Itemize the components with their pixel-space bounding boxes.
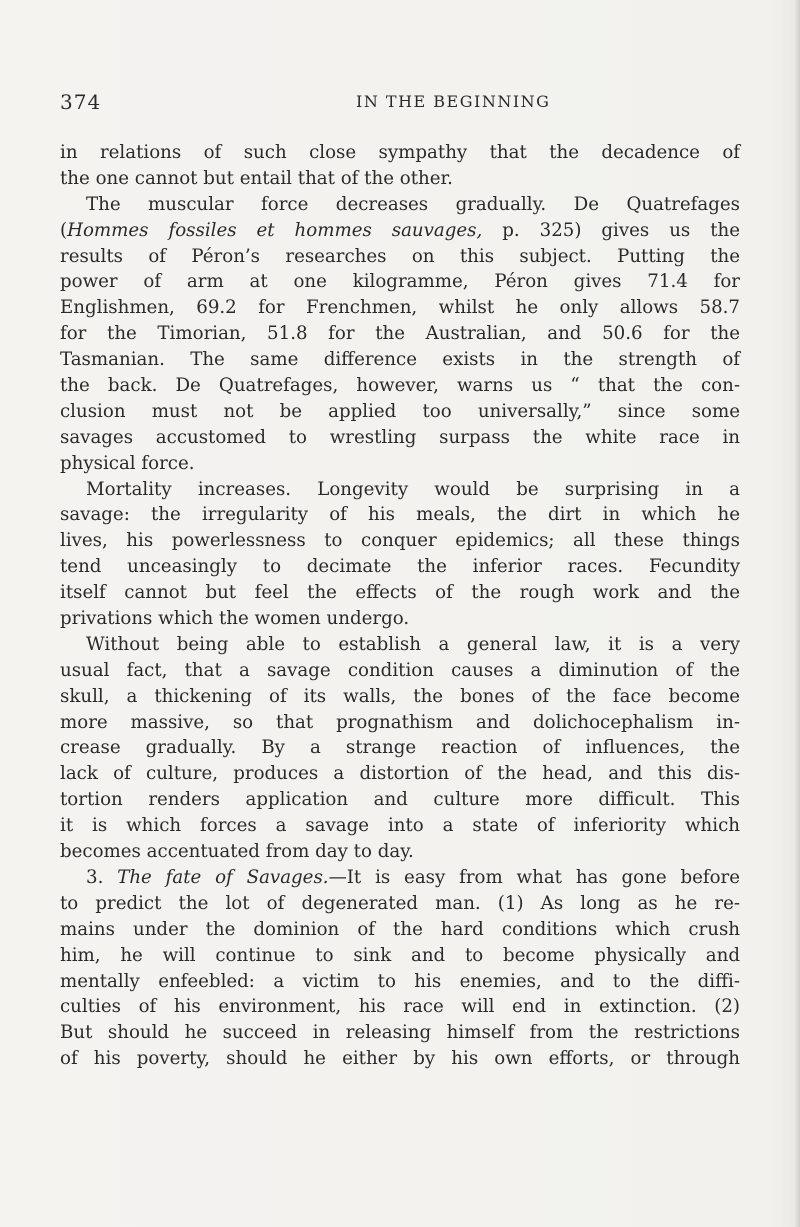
text-line: him, he will continue to sink and to become physically and xyxy=(60,944,740,966)
text-line: of his poverty, should he either by his own efforts, or through xyxy=(60,1048,740,1070)
text-line: for the Timorian, 51.8 for the Australian, and 50.6 for the xyxy=(60,323,740,345)
text-line: the back. De Quatrefages, however, warns us “ that the con- xyxy=(60,375,740,397)
text-line: crease gradually. By a strange reaction of influences, the xyxy=(60,737,740,759)
text-line: skull, a thickening of its walls, the bones of the face become xyxy=(60,685,740,707)
text-line: culties of his environment, his race will end in extinction. (2) xyxy=(60,996,740,1018)
text-line: to predict the lot of degenerated man. (1) As long as he re- xyxy=(60,892,740,914)
text-line: lack of culture, produces a distortion of the head, and this dis- xyxy=(60,763,740,785)
running-head: IN THE BEGINNING xyxy=(356,92,551,111)
text-line: privations which the women undergo. xyxy=(60,608,410,630)
text-line: tend unceasingly to decimate the inferior races. Fecundity xyxy=(60,556,740,578)
text-line: itself cannot but feel the effects of the rough work and the xyxy=(60,582,740,604)
text-line: (Hommes fossiles et hommes sauvages, p. 325) gives us the xyxy=(60,219,740,241)
text-line: Tasmanian. The same difference exists in the strength of xyxy=(60,349,740,371)
text-line: Without being able to establish a general law, it is a very xyxy=(86,633,740,655)
text-line: physical force. xyxy=(60,452,195,474)
text-line: in relations of such close sympathy that the decadence of xyxy=(60,142,740,163)
text-line: becomes accentuated from day to day. xyxy=(60,841,414,863)
text-line: more massive, so that prognathism and dolichocephalism in- xyxy=(60,711,740,733)
text-line: usual fact, that a savage condition causes a diminution of the xyxy=(60,659,740,681)
page-edge-shadow xyxy=(794,0,800,1227)
page-header xyxy=(60,90,740,118)
text-line: clusion must not be applied too universally,” since some xyxy=(60,400,740,422)
text-line: savage: the irregularity of his meals, the dirt in which he xyxy=(60,504,740,526)
text-line: lives, his powerlessness to conquer epidemics; all these things xyxy=(60,530,740,552)
text-line: Englishmen, 69.2 for Frenchmen, whilst he only allows 58.7 xyxy=(60,297,740,319)
page-number: 374 xyxy=(60,90,102,114)
italic-text: The fate of Savages. xyxy=(117,866,329,888)
text-line: 3. The fate of Savages.—It is easy from what has gone before xyxy=(86,866,740,888)
text-line: Mortality increases. Longevity would be surprising in a xyxy=(86,478,740,500)
text-line: savages accustomed to wrestling surpass the white race in xyxy=(60,426,740,448)
text-line: mains under the dominion of the hard conditions which crush xyxy=(60,918,740,940)
text-line: it is which forces a savage into a state of inferiority which xyxy=(60,815,740,837)
text-line: power of arm at one kilogramme, Péron gives 71.4 for xyxy=(60,271,740,293)
body-text xyxy=(60,140,740,1072)
text-line: But should he succeed in releasing himself from the restrictions xyxy=(60,1022,740,1044)
text-line: results of Péron’s researches on this subject. Putting the xyxy=(60,245,740,267)
italic-text: Hommes fossiles et hommes sauvages, xyxy=(67,219,483,241)
text-line: The muscular force decreases gradually. De Quatrefages xyxy=(86,193,740,215)
text-line: mentally enfeebled: a victim to his enemies, and to the diffi- xyxy=(60,970,740,992)
text-line: tortion renders application and culture more difficult. This xyxy=(60,789,740,811)
text-line: the one cannot but entail that of the other. xyxy=(60,167,453,189)
